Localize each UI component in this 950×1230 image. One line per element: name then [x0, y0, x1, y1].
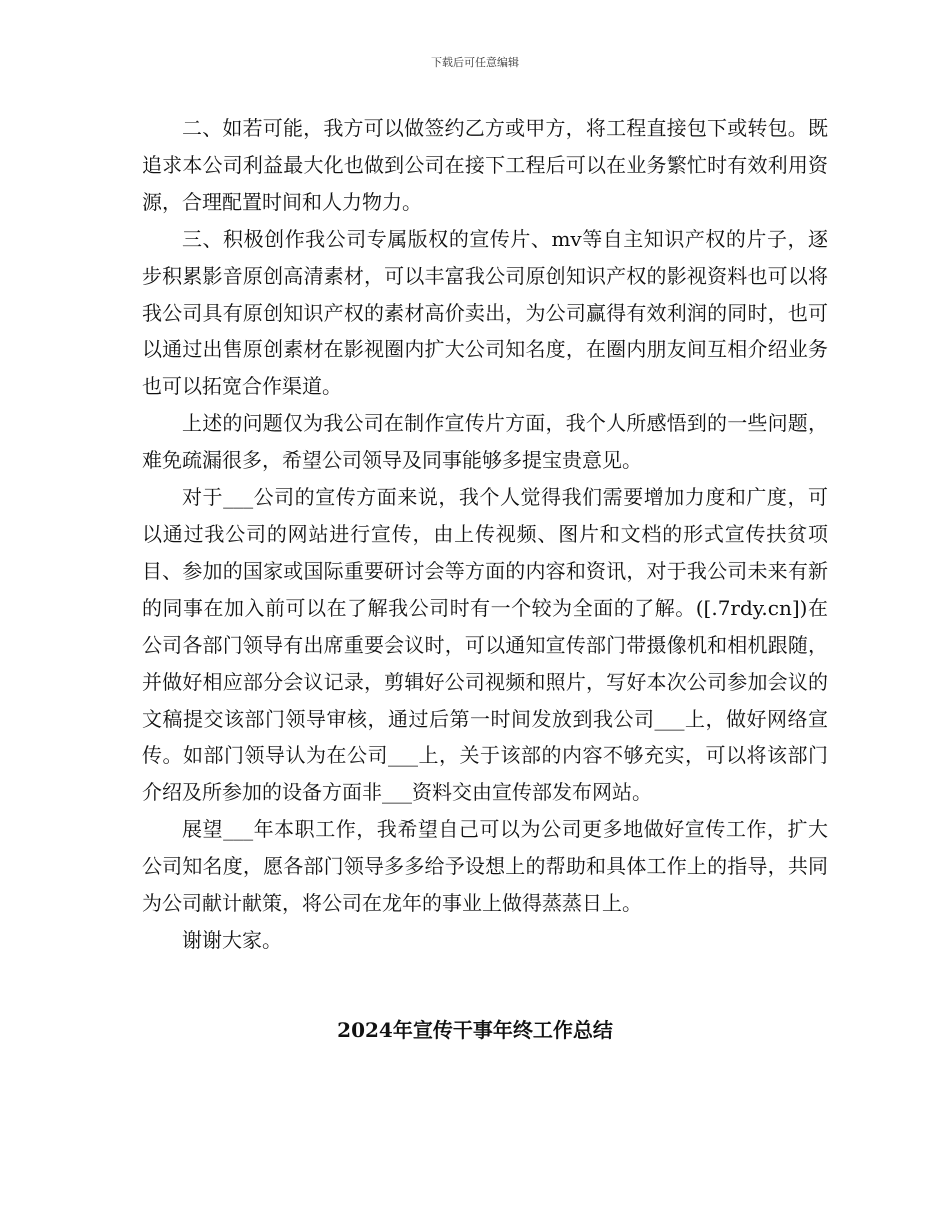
paragraph-publicity: 对于___公司的宣传方面来说，我个人觉得我们需要增加力度和广度，可以通过我公司的网站进行宣传，由上传视频、图片和文档的形式宣传扶贫项目、参加的国家或国际重要研讨会等方面的内容和资讯，对于我公司未来有新的同事在加入前可以在了解我公司时有一个较为全面的了解。([.7rdy.cn])在公司各部门领导有出席重要会议时，可以通知宣传部门带摄像机和相机跟随，并做好相应部分会议记录，剪辑好公司视频和照片，写好本次公司参加会议的文稿提交该部门领导审核，通过后第一时间发放到我公司___上，做好网络宣传。如部门领导认为在公司___上，关于该部的内容不够充实，可以将该部门介绍及所参加的设备方面非___资料交由宣传部发布网站。	[142, 485, 828, 805]
section-title: 2024年宣传干事年终工作总结	[337, 1018, 613, 1042]
paragraph-2: 二、如若可能，我方可以做签约乙方或甲方，将工程直接包下或转包。既追求本公司利益最大化也做到公司在接下工程后可以在业务繁忙时有效利用资源，合理配置时间和人力物力。	[142, 116, 828, 214]
page-header: 下载后可任意编辑	[431, 56, 519, 69]
paragraph-outlook: 展望___年本职工作，我希望自己可以为公司更多地做好宣传工作，扩大公司知名度，愿各部门领导多多给予设想上的帮助和具体工作上的指导，共同为公司献计献策，将公司在龙年的事业上做得蒸蒸日上。	[142, 817, 828, 916]
paragraph-3: 三、积极创作我公司专属版权的宣传片、mv等自主知识产权的片子，逐步积累影音原创高清素材，可以丰富我公司原创知识产权的影视资料也可以将我公司具有原创知识产权的素材高价卖出，为公司赢得有效利润的同时，也可以通过出售原创素材在影视圈内扩大公司知名度，在圈内朋友间互相介绍业务也可以拓宽合作渠道。	[142, 226, 828, 399]
paragraph-thanks: 谢谢大家。	[182, 927, 282, 952]
paragraph-summary: 上述的问题仅为我公司在制作宣传片方面，我个人所感悟到的一些问题，难免疏漏很多，希望公司领导及同事能够多提宝贵意见。	[142, 411, 828, 473]
document-body	[142, 110, 828, 959]
